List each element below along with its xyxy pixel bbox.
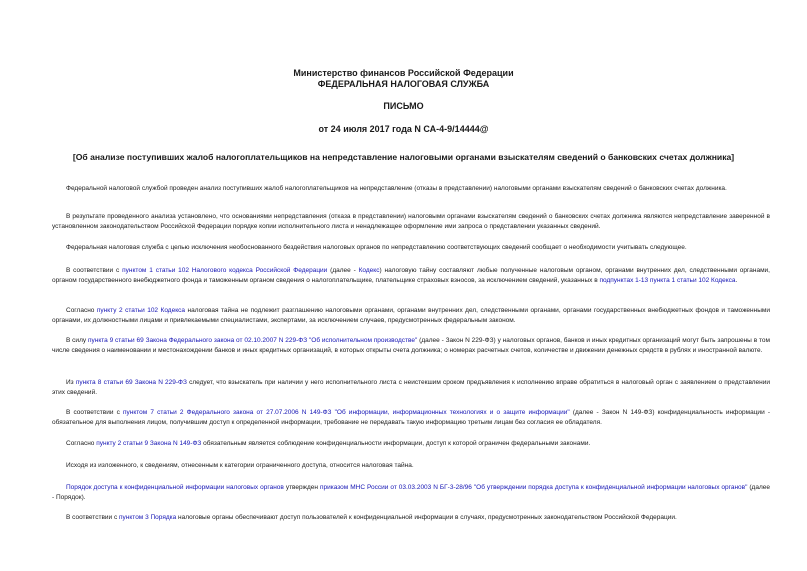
link-law-149-art9-p2[interactable]: пункту 2 статьи 9 Закона N 149-ФЗ — [96, 440, 202, 447]
service-name: ФЕДЕРАЛЬНАЯ НАЛОГОВАЯ СЛУЖБА — [317, 78, 490, 89]
paragraph: В соответствии с пунктом 7 статьи 2 Федерального закона от 27.07.2006 N 149-ФЗ "Об информации, информационных технологиях и о защите информации" (далее - Закон N 149-ФЗ) конфиденциальность информации - обязательное для выполнения лицом, получившим доступ к определенной информации, требование не передавать такую информацию третьим лицам без согласия ее обладателя. — [52, 409, 770, 427]
doc-subject: [Об анализе поступивших жалоб налогоплательщиков на непредставление налоговыми органами взыскателям сведений о банковских счетах должника] — [72, 152, 735, 162]
paragraph: Согласно пункту 2 статьи 102 Кодекса налоговая тайна не подлежит разглашению налоговыми органами, органами внутренних дел, следственными органами, органами государственных внебюджетных фондов и таможенными органами, их должностными лицами и привлекаемыми специалистами, экспертами, за исключением случаев, предусмотренных федеральным законом. — [52, 307, 770, 325]
doc-type: ПИСЬМО — [383, 101, 424, 111]
link-law-149-art2-p7[interactable]: пунктом 7 статьи 2 Федерального закона от 27.07.2006 N 149-ФЗ "Об информации, информационных технологиях и о защите информации" — [123, 409, 570, 416]
paragraph: Из пункта 8 статьи 69 Закона N 229-ФЗ следует, что взыскатель при наличии у него исполнительного листа с неистекшим сроком предъявления к исполнению вправе обратиться в налоговый орган с заявлением о представлении этих сведений. — [52, 379, 771, 397]
doc-date-number: от 24 июля 2017 года N СА-4-9/14444@ — [318, 124, 489, 134]
paragraph: В соответствии с пунктом 1 статьи 102 Налогового кодекса Российской Федерации (далее - Кодекс) налоговую тайну составляют любые полученные налоговым органом, органами внутренних дел, следственными органами, органом государственного внебюджетного фонда и таможенным органом сведения о налогоплательщике, плательщике страховых взносов, за исключением сведений, указанных в подпунктах 1-13 пункта 1 статьи 102 Кодекса. — [52, 267, 770, 285]
paragraph: Исходя из изложенного, к сведениям, отнесенным к категории ограниченного доступа, относится налоговая тайна. — [66, 462, 414, 469]
ministry-name: Министерство финансов Российской Федерации — [293, 68, 514, 78]
paragraph: Федеральная налоговая служба с целью исключения необоснованного бездействия налоговых органов по непредставлению соответствующих сведений сообщает о необходимости учитывать следующее. — [66, 244, 687, 251]
link-tax-code[interactable]: Кодекс — [358, 267, 380, 274]
link-procedure-p3[interactable]: пунктом 3 Порядка — [119, 514, 177, 521]
paragraph: Согласно пункту 2 статьи 9 Закона N 149-ФЗ обязательным является соблюдение конфиденциальности информации, доступ к которой ограничен федеральными законами. — [66, 440, 591, 447]
document-header — [0, 68, 807, 89]
paragraph: В соответствии с пунктом 3 Порядка налоговые органы обеспечивают доступ пользователей к конфиденциальной информации в случаях, предусмотренных законодательством Российской Федерации. — [66, 514, 677, 521]
paragraph: В результате проведенного анализа установлено, что основаниями непредставления (отказа в представлении) налоговыми органами взыскателям сведений о банковских счетах должника являются непредставление заверенной в установленном законодательством Российской Федерации порядке копии исполнительного листа и ненадлежащее оформление ими запроса о представлении указанных сведений. — [52, 213, 770, 231]
link-tax-code-art102-p1[interactable]: пунктом 1 статьи 102 Налогового кодекса Российской Федерации — [122, 267, 328, 274]
link-tax-code-art102-subitems[interactable]: подпунктах 1-13 пункта 1 статьи 102 Кодекса — [599, 277, 736, 285]
link-mns-order[interactable]: приказом МНС России от 03.03.2003 N БГ-3-28/96 "Об утверждении порядка доступа к конфиденциальной информации налоговых органов" — [319, 484, 748, 491]
link-law-229-art69-p9[interactable]: пункта 9 статьи 69 Закона Федерального закона от 02.10.2007 N 229-ФЗ "Об исполнительном производстве" — [87, 337, 418, 344]
link-access-procedure[interactable]: Порядок доступа к конфиденциальной информации налоговых органов — [66, 484, 284, 491]
link-law-229-art69-p8[interactable]: пункта 8 статьи 69 Закона N 229-ФЗ — [75, 379, 187, 386]
link-tax-code-art102-p2[interactable]: пункту 2 статьи 102 Кодекса — [96, 307, 185, 314]
paragraph: Порядок доступа к конфиденциальной информации налоговых органов утвержден приказом МНС России от 03.03.2003 N БГ-3-28/96 "Об утверждении порядка доступа к конфиденциальной информации налоговых органов" (далее - Порядок). — [52, 484, 770, 502]
paragraph: Федеральной налоговой службой проведен анализ поступивших жалоб налогоплательщиков на непредставление (отказы в представлении) налоговыми органами взыскателям сведений о банковских счетах должника. — [66, 185, 727, 192]
paragraph: В силу пункта 9 статьи 69 Закона Федерального закона от 02.10.2007 N 229-ФЗ "Об исполнительном производстве" (далее - Закон N 229-ФЗ) у налоговых органов, банков и иных кредитных организаций могут быть запрошены в том числе сведения о наименовании и местонахождении банков и иных кредитных организаций, в которых открыты счета должника; о номерах расчетных счетов, количестве и движении денежных средств в рублях и иностранной валюте. — [52, 337, 770, 355]
